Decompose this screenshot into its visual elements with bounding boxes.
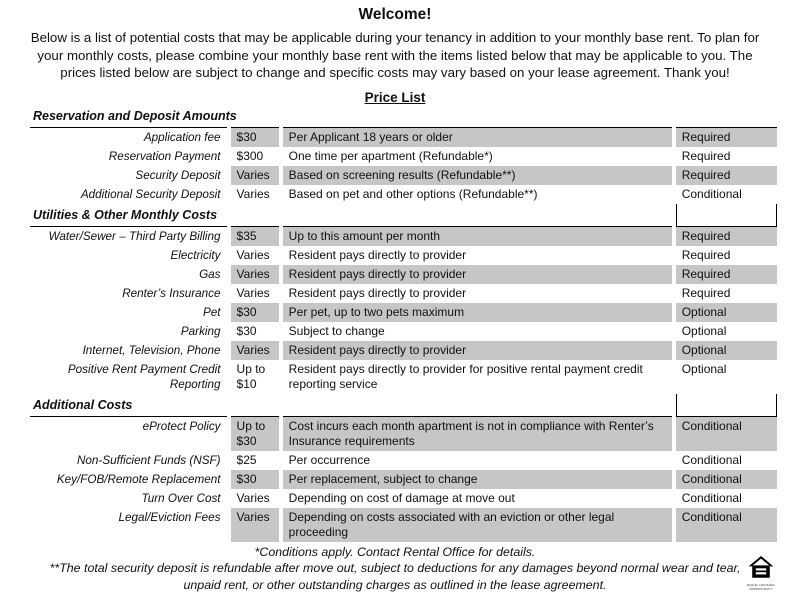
item-cell: Application fee — [30, 127, 227, 147]
description-cell: Resident pays directly to provider — [288, 285, 467, 300]
section-heading: Utilities & Other Monthly Costs — [33, 207, 218, 222]
price-row — [30, 185, 777, 204]
price-row — [30, 489, 777, 508]
price-cell: Varies — [236, 490, 270, 505]
status-cell: Required — [676, 166, 777, 185]
price-cell: $300 — [236, 148, 264, 163]
status-cell: Required — [676, 127, 777, 147]
footnote-conditions: *Conditions apply. Contact Rental Office for details. — [254, 544, 536, 559]
status-cell: Optional — [676, 303, 777, 322]
status-cell: Optional — [681, 361, 727, 376]
price-row — [30, 265, 777, 284]
description-cell: Resident pays directly to provider — [283, 265, 672, 284]
item-cell: Renter’s Insurance — [30, 284, 227, 303]
price-row — [30, 341, 777, 360]
item-cell: Water/Sewer – Third Party Billing — [30, 226, 227, 246]
price-row — [30, 147, 777, 166]
eho-caption-line1: EQUAL HOUSING — [747, 583, 775, 588]
intro-paragraph — [0, 29, 790, 82]
item-cell: eProtect Policy — [30, 416, 227, 451]
price-cell: Varies — [231, 341, 279, 360]
status-cell: Optional — [681, 323, 727, 338]
price-cell: $30 — [236, 323, 257, 338]
intro-line: prices listed below are subject to change and specific costs may vary based on your lease agreement. Thank you! — [60, 65, 730, 80]
footnote-deposit-refund: **The total security deposit is refundable after move out, subject to deductions for any damages beyond normal wear and tear, — [49, 561, 741, 575]
status-cell: Conditional — [676, 416, 777, 451]
section-heading-row — [30, 394, 777, 416]
price-table-body — [30, 105, 777, 542]
item-cell: Legal/Eviction Fees — [30, 508, 227, 542]
price-row — [30, 166, 777, 185]
description-cell: Cost incurs each month apartment is not in compliance with Renter’s Insurance requirements — [283, 416, 672, 451]
section-heading-row — [30, 105, 777, 127]
status-cell: Conditional — [676, 470, 777, 489]
price-cell: Up to $10 — [236, 361, 266, 391]
description-cell: Resident pays directly to provider — [288, 247, 467, 262]
status-cell: Conditional — [681, 452, 742, 467]
description-cell: Based on pet and other options (Refundable**) — [288, 186, 538, 201]
item-cell: Reservation Payment — [30, 147, 227, 166]
description-cell: Per occurrence — [288, 452, 371, 467]
status-cell: Conditional — [681, 490, 742, 505]
price-row — [30, 451, 777, 470]
page-title: Welcome! — [358, 6, 432, 23]
description-cell: Per pet, up to two pets maximum — [283, 303, 672, 322]
item-cell: Internet, Television, Phone — [30, 341, 227, 360]
status-cell: Conditional — [676, 508, 777, 542]
item-cell: Additional Security Deposit — [30, 185, 227, 204]
price-cell: $25 — [236, 452, 257, 467]
status-cell: Optional — [676, 341, 777, 360]
price-cell: Varies — [231, 265, 279, 284]
status-cell: Required — [681, 148, 731, 163]
description-cell: Based on screening results (Refundable**) — [283, 166, 672, 185]
price-cell: $30 — [231, 470, 279, 489]
section-gap-spacer-cell — [676, 204, 777, 226]
price-cell: Varies — [236, 285, 270, 300]
price-row — [30, 226, 777, 246]
equal-housing-opportunity-logo — [747, 555, 775, 591]
footnote-deposit-refund-continued: unpaid rent, or other outstanding charges as outlined in the lease agreement. — [183, 577, 607, 592]
item-cell: Non-Sufficient Funds (NSF) — [30, 451, 227, 470]
price-cell: Varies — [231, 508, 279, 542]
price-cell: Up to $30 — [231, 416, 279, 451]
description-cell: One time per apartment (Refundable*) — [288, 148, 493, 163]
price-row — [30, 470, 777, 489]
description-cell: Depending on costs associated with an eviction or other legal proceeding — [283, 508, 672, 542]
description-cell: Per replacement, subject to change — [283, 470, 672, 489]
section-heading: Reservation and Deposit Amounts — [33, 108, 237, 123]
price-row — [30, 127, 777, 147]
section-gap-spacer-cell — [676, 105, 777, 127]
description-cell: Resident pays directly to provider for positive rental payment credit reporting service — [288, 361, 643, 391]
item-cell: Turn Over Cost — [30, 489, 227, 508]
price-row — [30, 284, 777, 303]
section-heading-row — [30, 204, 777, 226]
item-cell: Parking — [30, 322, 227, 341]
status-cell: Required — [676, 226, 777, 246]
price-cell: $30 — [231, 303, 279, 322]
status-cell: Conditional — [681, 186, 742, 201]
equal-housing-house-icon — [748, 555, 774, 579]
price-row — [30, 416, 777, 451]
description-cell: Resident pays directly to provider — [283, 341, 672, 360]
item-cell: Pet — [30, 303, 227, 322]
item-cell: Positive Rent Payment Credit Reporting — [30, 360, 227, 394]
price-list-table — [26, 105, 781, 542]
price-row — [30, 303, 777, 322]
status-cell: Required — [676, 265, 777, 284]
item-cell: Electricity — [30, 246, 227, 265]
price-cell: $35 — [231, 226, 279, 246]
price-cell: Varies — [231, 166, 279, 185]
price-cell: $30 — [231, 127, 279, 147]
price-row — [30, 360, 777, 394]
intro-line: your monthly costs, please combine your monthly base rent with the items listed below that may be applicable to you. The — [37, 47, 753, 63]
eho-caption-line2: OPPORTUNITY — [749, 586, 773, 591]
status-cell: Required — [681, 247, 731, 262]
price-cell: Varies — [236, 247, 270, 262]
description-cell: Per Applicant 18 years or older — [283, 127, 672, 147]
price-row — [30, 508, 777, 542]
price-row — [30, 246, 777, 265]
item-cell: Key/FOB/Remote Replacement — [30, 470, 227, 489]
description-cell: Up to this amount per month — [283, 226, 672, 246]
status-cell: Required — [681, 285, 731, 300]
item-cell: Security Deposit — [30, 166, 227, 185]
section-gap-spacer-cell — [676, 394, 777, 416]
price-row — [30, 322, 777, 341]
description-cell: Depending on cost of damage at move out — [288, 490, 515, 505]
item-cell: Gas — [30, 265, 227, 284]
intro-line: Below is a list of potential costs that may be applicable during your tenancy in addition to your monthly base rent. To plan for — [30, 30, 760, 45]
price-list-heading: Price List — [364, 89, 426, 105]
price-cell: Varies — [236, 186, 270, 201]
section-heading: Additional Costs — [33, 397, 133, 412]
description-cell: Subject to change — [288, 323, 385, 338]
footnotes — [0, 544, 790, 594]
